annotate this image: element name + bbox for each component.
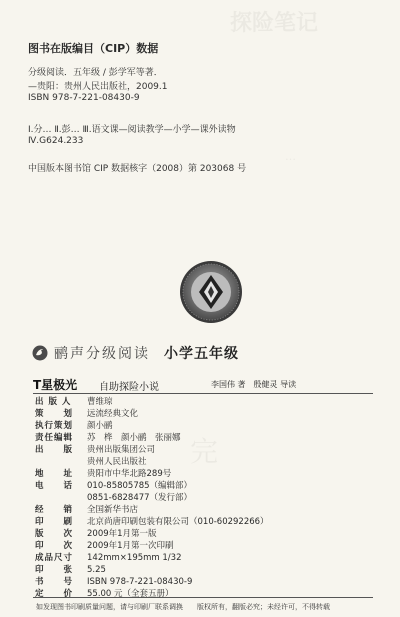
book-title: T星极光 (33, 378, 78, 392)
publishing-label: 策 划 (35, 409, 74, 419)
publishing-row (35, 408, 365, 420)
divider-top (33, 393, 373, 394)
publishing-row (35, 564, 365, 576)
publishing-value: 远流经典文化 (87, 409, 139, 419)
publisher-emblem-icon (179, 260, 243, 324)
publishing-label: 执行策划 (35, 421, 74, 431)
publishing-label: 印 次 (35, 541, 74, 551)
publishing-label: 经 销 (35, 505, 74, 515)
publishing-row (35, 432, 365, 444)
publishing-row (35, 444, 365, 468)
publishing-row (35, 528, 365, 540)
publishing-values (87, 408, 138, 420)
series-header (32, 344, 239, 362)
publishing-values (87, 516, 269, 528)
publishing-values (87, 540, 174, 552)
book-title-row (33, 376, 373, 392)
book-series: 自助探险小说 (99, 382, 159, 393)
publishing-value: 曹维琼 (87, 397, 113, 407)
publishing-label: 出 版 人 (35, 397, 72, 407)
publishing-row (35, 396, 365, 408)
publishing-value: ISBN 978-7-221-08430-9 (87, 577, 193, 587)
publishing-values (87, 552, 181, 564)
publishing-value: 010-85805785（编辑部） (87, 481, 193, 491)
publishing-values (87, 528, 157, 540)
cip-line-2: —贵阳：贵州人民出版社，2009.1 (28, 82, 168, 92)
cip-heading: 图书在版编目（CIP）数据 (28, 42, 159, 55)
publishing-values (87, 504, 138, 516)
publishing-row (35, 516, 365, 528)
publishing-row (35, 420, 365, 432)
publishing-value: 北京尚唐印刷包装有限公司（010-60292266） (87, 517, 269, 527)
publishing-value: 全国新华书店 (87, 505, 139, 515)
publishing-value: 2009年1月第一版 (87, 529, 157, 539)
publishing-values (87, 468, 171, 480)
cip-line-6: 中国版本图书馆 CIP 数据核字（2008）第 203068 号 (28, 164, 247, 174)
publishing-label: 成品尺寸 (35, 553, 74, 563)
cip-line-3: ISBN 978-7-221-08430-9 (28, 93, 140, 103)
show-through-text (285, 150, 296, 163)
publishing-values (87, 588, 174, 600)
footer-notice: 如发现图书印刷质量问题，请与印刷厂联系调换 版权所有，翻版必究；未经许可，不得转载 (36, 603, 330, 611)
publishing-value: 苏 桦 颜小鹂 张丽娜 (87, 433, 181, 443)
publishing-values (87, 420, 113, 432)
series-grade: 小学五年级 (164, 346, 239, 362)
publishing-row (35, 588, 365, 600)
show-through-text (230, 6, 318, 37)
publishing-value: 颜小鹂 (87, 421, 113, 431)
publishing-values (87, 480, 192, 504)
publishing-details (35, 396, 365, 600)
publishing-row (35, 576, 365, 588)
cip-line-4: Ⅰ.分… Ⅱ.彭… Ⅲ.语文课—阅读教学—小学—课外读物 (28, 125, 236, 135)
publishing-label: 书 号 (35, 577, 74, 587)
publishing-label: 电 话 (35, 481, 74, 491)
publishing-values (87, 576, 192, 588)
publishing-label: 责任编辑 (35, 433, 74, 443)
publishing-value: 贵州出版集团公司 (87, 445, 156, 455)
cip-line-1: 分级阅读．五年级 / 彭学军等著． (28, 68, 163, 78)
publishing-row (35, 540, 365, 552)
series-name: 鹂声分级阅读 (54, 346, 150, 362)
publishing-value: 2009年1月第一次印刷 (87, 541, 174, 551)
publishing-value: 贵州人民出版社 (87, 457, 147, 467)
cip-line-5: Ⅳ.G624.233 (28, 136, 84, 146)
publishing-row (35, 480, 365, 504)
publishing-label: 出 版 (35, 445, 74, 455)
publishing-value: 5.25 (87, 565, 106, 575)
publishing-row (35, 468, 365, 480)
publishing-value: 142mm×195mm 1/32 (87, 553, 182, 563)
publishing-label: 定 价 (35, 589, 74, 599)
publishing-values (87, 396, 113, 408)
publishing-values (87, 444, 155, 468)
publishing-label: 印 刷 (35, 517, 74, 527)
publishing-label: 版 次 (35, 529, 74, 539)
book-authors: 李国伟 著 殷健灵 导读 (211, 380, 297, 389)
publishing-values (87, 432, 181, 444)
publishing-value: 贵阳市中华北路289号 (87, 469, 172, 479)
publishing-value: 0851-6828477（发行部） (87, 493, 193, 503)
oriole-logo-icon (32, 345, 48, 361)
publishing-label: 印 张 (35, 565, 74, 575)
publishing-values (87, 564, 106, 576)
publishing-row (35, 552, 365, 564)
divider-bottom (33, 597, 373, 598)
publishing-label: 地 址 (35, 469, 74, 479)
publishing-value: 55.00 元（全套五册） (87, 589, 174, 599)
publishing-row (35, 504, 365, 516)
